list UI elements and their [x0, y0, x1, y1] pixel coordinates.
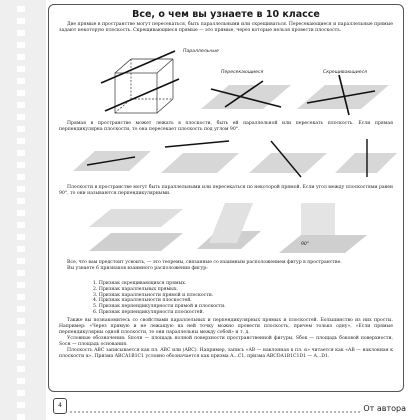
intro-paragraph	[59, 22, 393, 34]
plane-notation-text: Плоскость ABC записывается как пл. ABC или (ABC). Например, запись «AB — наклонная к пл. α» читается как «AB — наклонная к плоскости α». Призма ABCA1B1C1 условно обозначается как призма A...C1, призма ABCDA1B1C1D1 — A...D1.	[59, 348, 393, 359]
list-item: 6. Признак перпендикулярности плоскостей.	[93, 309, 205, 315]
page-title: Все, о чем вы узнаете в 10 классе	[132, 9, 320, 20]
line-plane-paragraph	[59, 121, 393, 133]
binding-holes	[17, 0, 25, 420]
intro-text: Две прямые в пространстве могут пересекаться, быть параллельными или скрещиваться. Пересекающиеся и параллельные прямые задают некоторую плоскость. Скрещивающиеся прямые — это прямые, через которые нельзя провести плоскость.	[59, 22, 393, 33]
perpendicular-plane-base	[279, 235, 367, 253]
figure-plane-relations	[49, 201, 403, 257]
perpendicular-plane-wall	[301, 203, 335, 235]
label-parallel: Параллельные	[183, 49, 219, 54]
theorems-intro	[59, 260, 393, 272]
list-item: 4. Признак параллельности плоскостей.	[93, 298, 192, 304]
figure-lines-in-space	[49, 43, 403, 118]
theorems-text: Все, что вам предстоит усвоить, — это теоремы, связанные со взаимным расположением фигур в пространстве.	[67, 260, 342, 265]
page-frame	[48, 4, 404, 392]
parallel-plane-bottom	[89, 233, 183, 251]
properties-text: Также вы познакомитесь со свойствами параллельных и перпендикулярных прямых и плоскостей. Большинство из них просты. Например: «Через прямую и не лежащую на ней точку можно провести плоскость, причем только одну», «Если прямые перпендикулярны одной плоскости, то они параллельны между собой» и т. д.	[59, 318, 393, 335]
line-plane-text: Прямая в пространстве может лежать в плоскости, быть ей параллельной или пересекать плоскость. Если прямая перпендикулярна плоскости, то она пересекает плоскость под углом 90°.	[59, 121, 393, 132]
properties-paragraph	[59, 318, 393, 360]
parallel-line-bottom	[105, 79, 179, 111]
parallel-plane-top	[89, 209, 183, 227]
list-item: 3. Признак параллельности прямой и плоскости.	[93, 292, 214, 298]
label-intersecting: Пересекающиеся	[221, 70, 264, 75]
criteria-heading: Вы узнаете 6 признаков взаимного расположения фигур:	[67, 266, 208, 271]
footer-section-title: От автора	[363, 404, 406, 413]
label-skew: Скрещивающиеся	[323, 70, 367, 75]
planes-text: Плоскости в пространстве могут быть параллельными или пересекаться по некоторой прямой. Если угол между плоскостями равен 90°, то они называются перпендикулярными.	[59, 185, 393, 196]
plane-3	[249, 153, 327, 173]
line-parallel-to-plane	[165, 141, 229, 147]
planes-paragraph	[59, 185, 393, 197]
list-item: 2. Признак параллельных прямых.	[93, 286, 178, 292]
criteria-list	[93, 281, 226, 316]
plane-4	[335, 153, 397, 173]
notation-text: Условные обозначения: Sполн — площадь полной поверхности пространственной фигуры, Sбок — площадь боковой поверхности, Sосн — площадь основания.	[59, 336, 393, 347]
list-item: 1. Признак скрещивающихся прямых.	[93, 281, 187, 286]
figure-line-and-plane	[49, 137, 403, 179]
plane-2	[161, 153, 239, 173]
list-item: 5. Признак перпендикулярности прямой и плоскости.	[93, 304, 226, 310]
footer-dotted-rule	[70, 411, 360, 413]
page-number: 4	[53, 398, 67, 414]
angle-90-label: 90°	[301, 242, 310, 247]
